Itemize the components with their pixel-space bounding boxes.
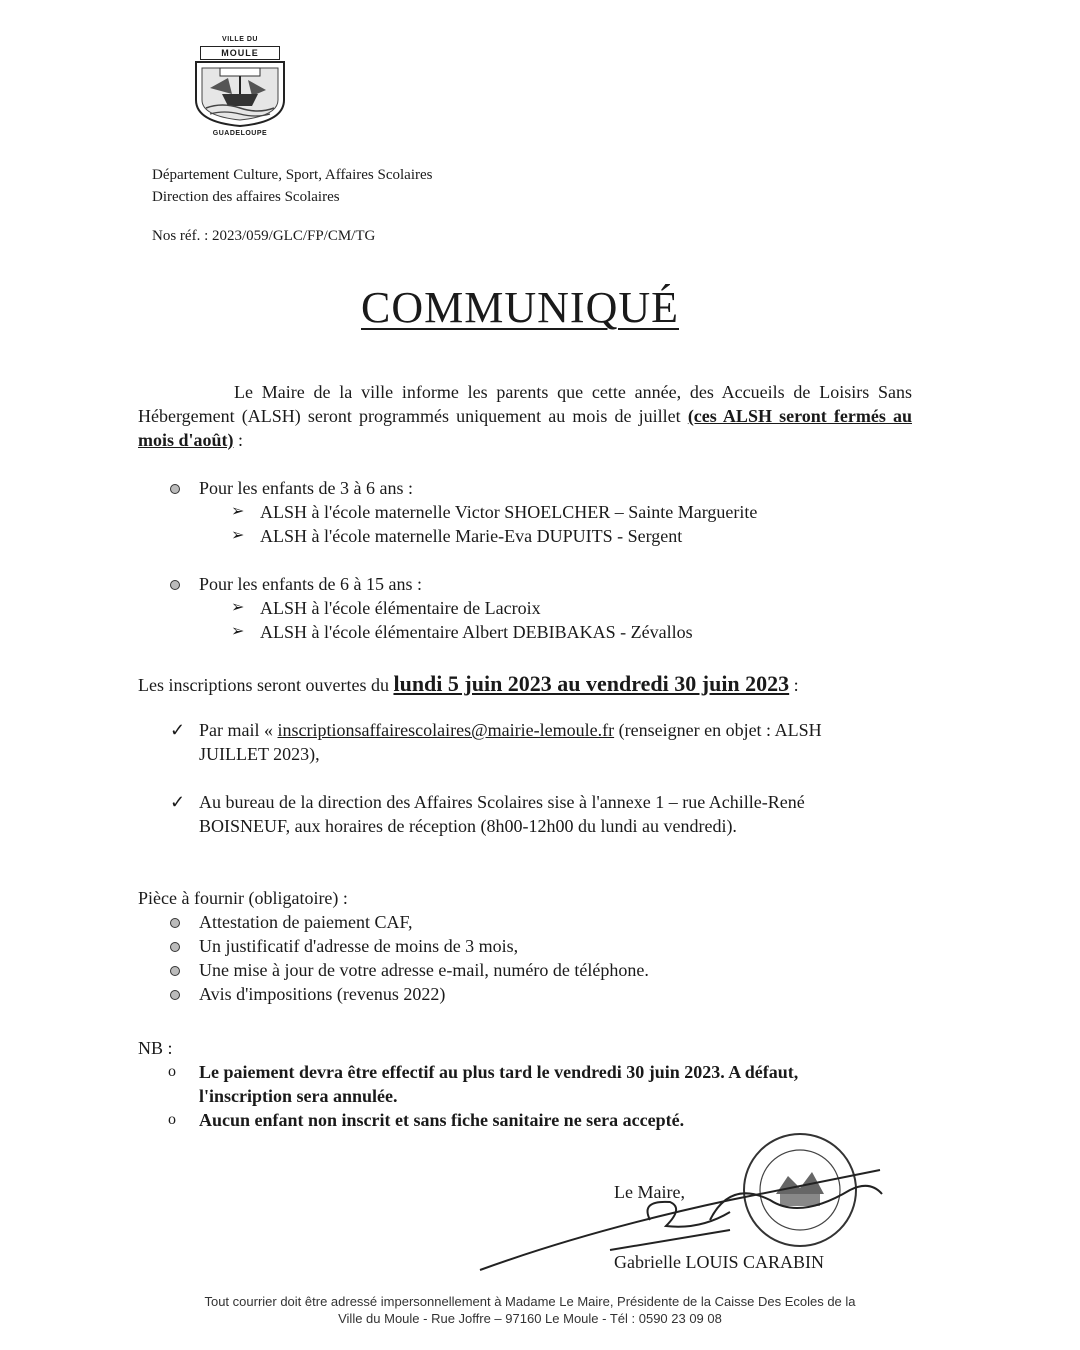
department-line: Département Culture, Sport, Affaires Scolaires xyxy=(152,167,433,183)
inscriptions-end: : xyxy=(789,675,799,695)
piece-item: Une mise à jour de votre adresse e-mail, numéro de téléphone. xyxy=(199,960,649,980)
intro-emphasis: (ces ALSH seront fermés au mois d'août) xyxy=(138,406,913,450)
official-stamp-icon xyxy=(744,1134,856,1246)
office-method: Au bureau de la direction des Affaires Scolaires sise à l'annexe 1 – rue Achille-René xyxy=(199,792,805,812)
arrow-icon: ➢ xyxy=(231,599,245,616)
mail-method-line2: JUILLET 2023), xyxy=(199,744,320,764)
footer-line-1: Tout courrier doit être adressé impersonnellement à Madame Le Maire, Présidente de la Caisse Des Ecoles de la xyxy=(204,1294,856,1309)
intro-end: : xyxy=(233,430,244,450)
footer-line-2: Ville du Moule - Rue Joffre – 97160 Le Moule - Tél : 0590 23 09 08 xyxy=(338,1311,722,1326)
site-item: ALSH à l'école élémentaire de Lacroix xyxy=(260,598,541,618)
inscriptions-line xyxy=(138,670,799,699)
ring-bullet-icon: o xyxy=(168,1063,176,1080)
logo-top-text: VILLE DU xyxy=(222,36,258,43)
logo-bottom-text: GUADELOUPE xyxy=(212,130,268,137)
arrow-icon: ➢ xyxy=(231,503,245,520)
reference-line: Nos réf. : 2023/059/GLC/FP/CM/TG xyxy=(152,228,376,244)
nb-note-1: Le paiement devra être effectif au plus tard le vendredi 30 juin 2023. A défaut, xyxy=(199,1062,799,1082)
bullet-icon xyxy=(170,580,180,590)
page-title: COMMUNIQUÉ xyxy=(361,283,679,332)
bullet-icon xyxy=(170,942,180,952)
mail-suffix: (renseigner en objet : ALSH xyxy=(614,720,822,740)
arrow-icon: ➢ xyxy=(231,623,245,640)
signatory-name: Gabrielle LOUIS CARABIN xyxy=(614,1252,824,1272)
piece-item: Attestation de paiement CAF, xyxy=(199,912,413,932)
ring-bullet-icon: o xyxy=(168,1111,176,1128)
signatory-role: Le Maire, xyxy=(614,1182,685,1202)
arrow-icon: ➢ xyxy=(231,527,245,544)
nb-heading: NB : xyxy=(138,1038,173,1058)
site-item: ALSH à l'école élémentaire Albert DEBIBAKAS - Zévallos xyxy=(260,622,693,642)
email-link[interactable]: inscriptionsaffairescolaires@mairie-lemoule.fr xyxy=(277,720,615,740)
nb-note-2: Aucun enfant non inscrit et sans fiche sanitaire ne sera accepté. xyxy=(199,1110,685,1130)
mail-method xyxy=(199,718,822,742)
bullet-icon xyxy=(170,966,180,976)
mail-prefix: Par mail « xyxy=(199,720,278,740)
site-item: ALSH à l'école maternelle Marie-Eva DUPUITS - Sergent xyxy=(260,526,683,546)
site-item: ALSH à l'école maternelle Victor SHOELCHER – Sainte Marguerite xyxy=(260,502,758,522)
piece-item: Avis d'impositions (revenus 2022) xyxy=(199,984,446,1004)
bullet-icon xyxy=(170,990,180,1000)
check-icon: ✓ xyxy=(170,792,186,812)
group-label: Pour les enfants de 3 à 6 ans : xyxy=(199,478,413,498)
pieces-heading: Pièce à fournir (obligatoire) : xyxy=(138,888,348,908)
city-shield-icon xyxy=(192,60,288,128)
bullet-icon xyxy=(170,484,180,494)
inscriptions-dates: lundi 5 juin 2023 au vendredi 30 juin 2023 xyxy=(393,671,790,696)
piece-item: Un justificatif d'adresse de moins de 3 mois, xyxy=(199,936,519,956)
inscriptions-lead: Les inscriptions seront ouvertes du xyxy=(138,675,394,695)
city-logo xyxy=(190,36,290,140)
nb-note-1-line2: l'inscription sera annulée. xyxy=(199,1086,398,1106)
bullet-icon xyxy=(170,918,180,928)
intro-text: Le Maire de la ville informe les parents que cette année, des Accueils de Loisirs Sans Hébergement (ALSH) seront programmés uniquement au mois de juillet xyxy=(138,382,912,426)
direction-line: Direction des affaires Scolaires xyxy=(152,189,340,205)
group-label: Pour les enfants de 6 à 15 ans : xyxy=(199,574,422,594)
check-icon: ✓ xyxy=(170,720,186,740)
intro-paragraph xyxy=(138,380,912,452)
office-method-line2: BOISNEUF, aux horaires de réception (8h00-12h00 du lundi au vendredi). xyxy=(199,816,737,836)
logo-city-name: MOULE xyxy=(200,46,280,60)
